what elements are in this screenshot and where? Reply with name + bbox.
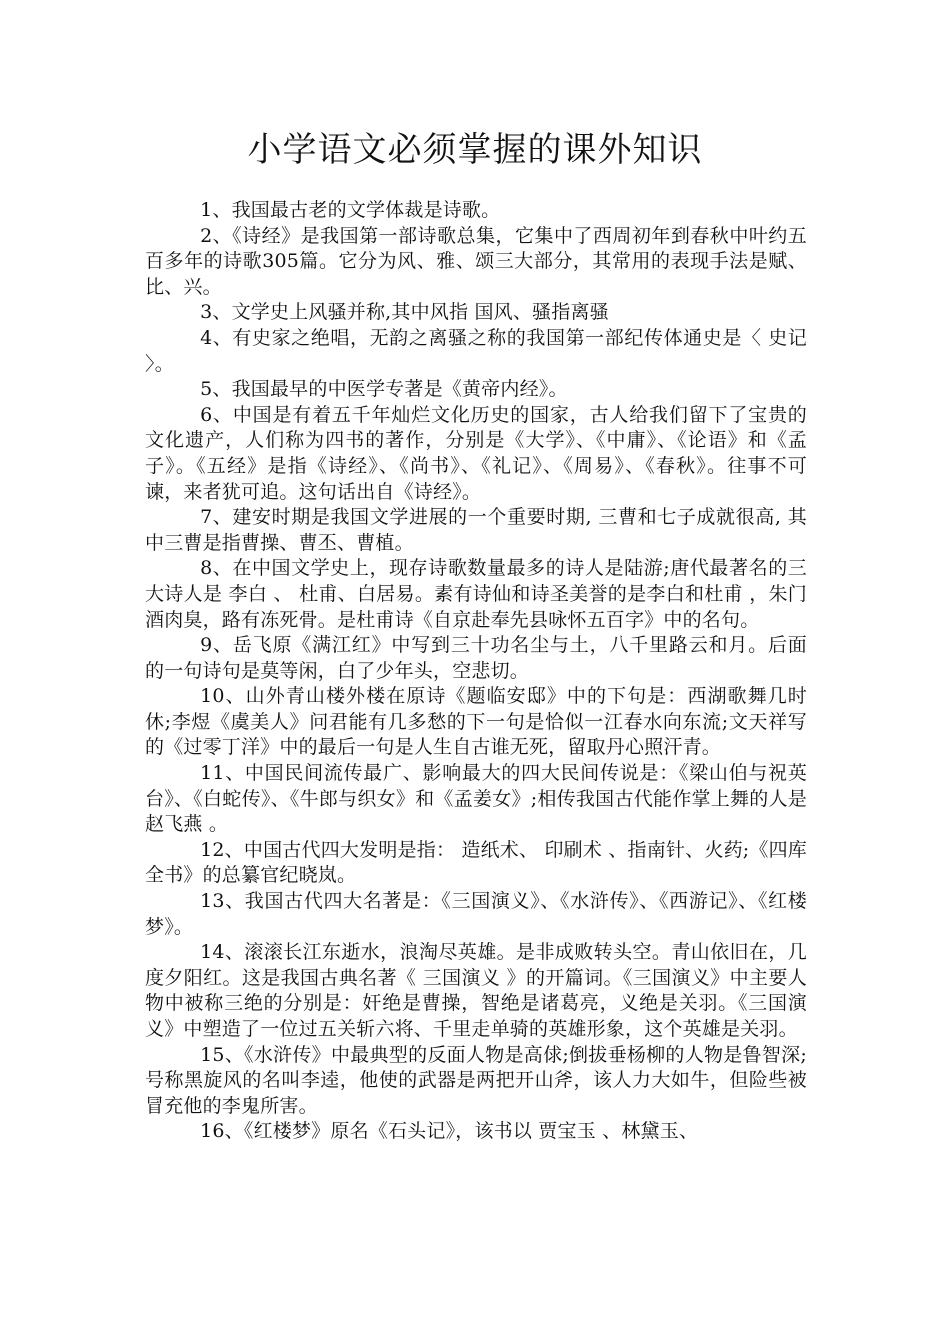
paragraph: 1、我国最古老的文学体裁是诗歌。 [200,199,501,221]
paragraph: 7、建安时期是我国文学进展的一个重要时期, 三曹和七子成就很高, 其中三曹是指曹操、曹丕、曹植。 [145,506,807,554]
paragraph: 15、《水浒传》中最典型的反面人物是高俅;倒拔垂杨柳的人物是鲁智深;号称黑旋风的名叫李逵，他使的武器是两把开山斧，该人力大如牛，但险些被冒充他的李鬼所害。 [145,1043,807,1117]
paragraph: 10、山外青山楼外楼在原诗《题临安邸》中的下句是：西湖歌舞几时休;李煜《虞美人》问君能有几多愁的下一句是恰似一江春水向东流;文天祥写的《过零丁洋》中的最后一句是人生自古谁无死，留取丹心照汗青。 [145,685,807,759]
paragraph: 9、岳飞原《满江红》中写到三十功名尘与土，八千里路云和月。后面的一句诗句是莫等闲，白了少年头，空悲切。 [145,634,807,682]
paragraph: 6、中国是有着五千年灿烂文化历史的国家，古人给我们留下了宝贵的文化遗产，人们称为四书的著作，分别是《大学》、《中庸》、《论语》和《孟子》。《五经》是指《诗经》、《尚书》、《礼记》、《周易》、《春秋》。往事不可谏，来者犹可追。这句话出自《诗经》。 [145,403,807,503]
paragraph: 12、中国古代四大发明是指： 造纸术、 印刷术 、指南针、火药;《四库全书》的总纂官纪晓岚。 [145,838,807,887]
paragraph: 11、中国民间流传最广、影响最大的四大民间传说是：《梁山伯与祝英台》、《白蛇传》、《牛郎与织女》和《孟姜女》;相传我国古代能作掌上舞的人是 赵飞燕 。 [145,762,807,836]
paragraph: 5、我国最早的中医学专著是《黄帝内经》。 [200,378,568,401]
paragraph: 14、滚滚长江东逝水，浪淘尽英雄。是非成败转头空。青山依旧在，几度夕阳红。这是我国古典名著《 三国演义 》的开篇词。《三国演义》中主要人物中被称三绝的分别是：奸绝是曹操，智绝是诸葛亮，义绝是关羽。《三国演义》中塑造了一位过五关斩六将、千里走单骑的英雄形象，这个英雄是关羽。 [145,941,807,1040]
document-body [145,198,807,1145]
paragraph: 4、有史家之绝唱，无韵之离骚之称的我国第一部纪传体通史是〈 史记 〉。 [145,326,807,375]
paragraph: 2、《诗经》是我国第一部诗歌总集，它集中了西周初年到春秋中叶约五百多年的诗歌305篇。它分为风、雅、颂三大部分，其常用的表现手法是赋、比、兴。 [145,224,807,298]
page-title: 小学语文必须掌握的课外知识 [247,130,703,170]
paragraph: 3、文学史上风骚并称,其中风指 国风、骚指离骚 [200,301,609,324]
paragraph: 16、《红楼梦》原名《石头记》，该书以 贾宝玉 、林黛玉、 [200,1120,699,1143]
paragraph: 13、我国古代四大名著是：《三国演义》、《水浒传》、《西游记》、《红楼梦》。 [145,890,807,938]
paragraph: 8、在中国文学史上，现存诗歌数量最多的诗人是陆游;唐代最著名的三大诗人是 李白 、 杜甫、白居易。素有诗仙和诗圣美誉的是李白和杜甫 ，朱门酒肉臭，路有冻死骨。是杜甫诗《自京赴奉先县咏怀五百字》中的名句。 [145,557,807,631]
